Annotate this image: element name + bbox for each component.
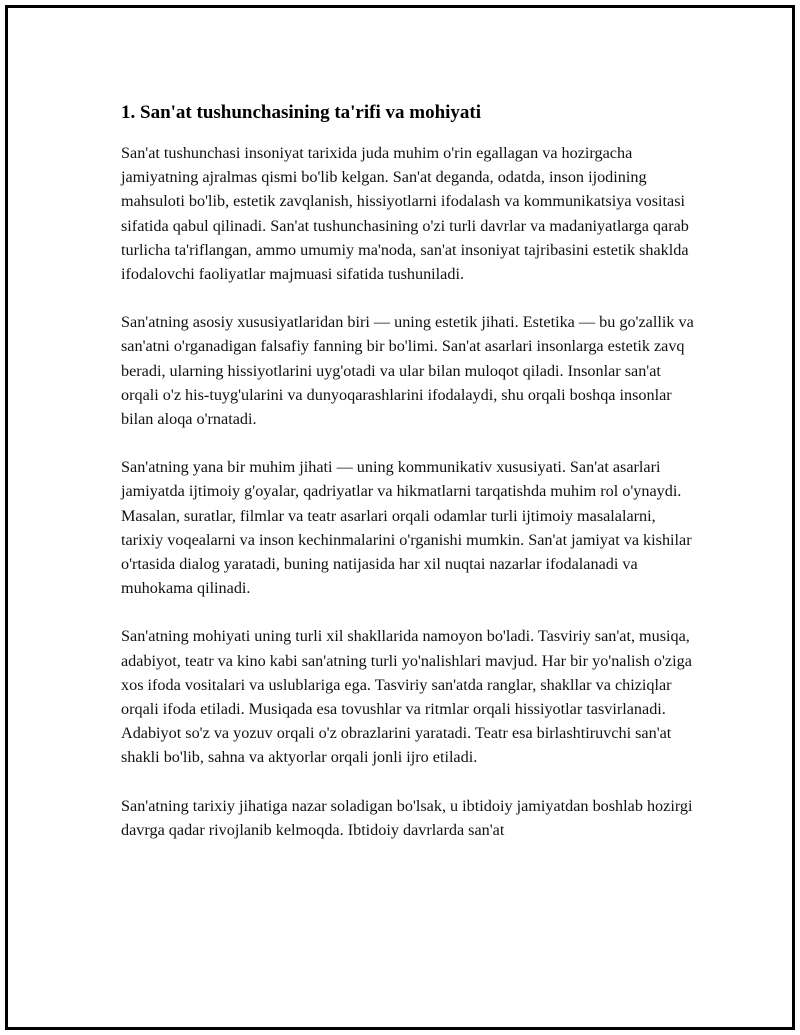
paragraph-history: San'atning tarixiy jihatiga nazar soladigan bo'lsak, u ibtidoiy jamiyatdan boshlab hozirgi davrga qadar rivojlanib kelmoqda. Ibtidoiy davrlarda san'at [121,796,693,839]
paragraph-definition: San'at tushunchasi insoniyat tarixida juda muhim o'rin egallagan va hozirgacha jamiyatning ajralmas qismi bo'lib kelgan. San'at deganda, odatda, inson ijodining mahsuloti bo'lib, estetik zavqlanish, hissiyotlarni ifodalash va kommunikatsiya vositasi sifatida qabul qilinadi. San'at tushunchasining o'zi turli davrlar va madaniyatlarga qarab turlicha ta'riflangan, ammo umumiy ma'noda, san'at insoniyat tajribasini estetik shaklda ifodalovchi faoliyatlar majmuasi sifatida tushuniladi. [121,144,689,284]
paragraph-forms: San'atning mohiyati uning turli xil shakllarida namoyon bo'ladi. Tasviriy san'at, musiqa, adabiyot, teatr va kino kabi san'atning turli yo'nalishlari mavjud. Har bir yo'nalish o'ziga xos ifoda vositalari va uslublariga ega. Tasviriy san'atda ranglar, shakllar va chiziqlar orqali ifoda etiladi. Musiqada esa tovushlar va ritmlar orqali hissiyotlar tasvirlanadi. Adabiyot so'z va yozuv orqali o'z obrazlarini yaratadi. Teatr esa birlashtiruvchi san'at shakli bo'lib, sahna va aktyorlar orqali jonli ijro etiladi. [121,627,692,767]
document-body [121,100,701,866]
paragraph-aesthetic: San'atning asosiy xususiyatlaridan biri — uning estetik jihati. Estetika — bu go'zallik va san'atni o'rganadigan falsafiy fanning bir bo'limi. San'at asarlari insonlarga estetik zavq beradi, ularning hissiyotlarini uyg'otadi va ular bilan muloqot qiladi. Insonlar san'at orqali o'z his-tuyg'ularini va dunyoqarashlarini ifodalaydi, shu orqali boshqa insonlar bilan aloqa o'rnatadi. [121,313,694,429]
section-heading: 1. San'at tushunchasining ta'rifi va mohiyati [121,102,482,123]
paragraph-communicative: San'atning yana bir muhim jihati — uning kommunikativ xususiyati. San'at asarlari jamiyatda ijtimoiy g'oyalar, qadriyatlar va hikmatlarni tarqatishda muhim rol o'ynaydi. Masalan, suratlar, filmlar va teatr asarlari orqali odamlar turli ijtimoiy masalalarni, tarixiy voqealarni va inson kechinmalarini o'rganishi mumkin. San'at jamiyat va kishilar o'rtasida dialog yaratadi, buning natijasida har xil nuqtai nazarlar ifodalanadi va muhokama qilinadi. [121,458,692,598]
page-frame [5,5,795,1030]
